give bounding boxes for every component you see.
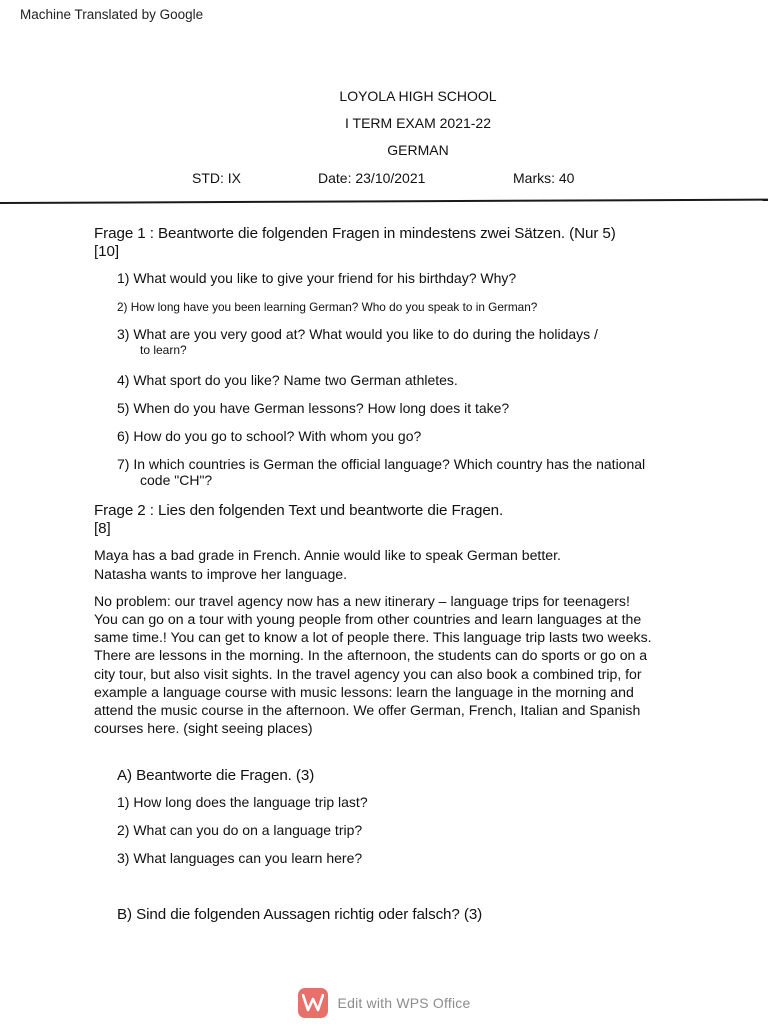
frage1-question-3: 3) What are you very good at? What would you like to do during the holidays / [117,326,598,342]
part-a-question-2: 2) What can you do on a language trip? [117,822,363,838]
frage1-title: Frage 1 : Beantworte die folgenden Fragen in mindestens zwei Sätzen. (Nur 5) [94,225,616,242]
wps-logo-icon [298,988,328,1018]
wps-edit-text: Edit with WPS Office [337,995,471,1011]
frage1-question-1: 1) What would you like to give your friend for his birthday? Why? [117,270,517,286]
std-label: STD: IX [192,170,242,186]
frage1-question-7-cont: code "CH"? [140,472,213,488]
intro-line-2: Natasha wants to improve her language. [94,566,348,582]
frage1-question-4: 4) What sport do you like? Name two German athletes. [117,372,458,388]
passage-line-8: courses here. (sight seeing places) [94,720,313,736]
frage2-title: Frage 2 : Lies den folgenden Text und beantworte die Fragen. [94,502,504,519]
passage-line-1: No problem: our travel agency now has a new itinerary – language trips for teenagers! [94,593,630,609]
exam-title: I TERM EXAM 2021-22 [344,115,492,131]
frage1-marks: [10] [94,243,119,260]
marks-label: Marks: 40 [513,170,575,186]
frage1-question-2: 2) How long have you been learning German? Who do you speak to in German? [117,300,538,314]
passage-line-6: example a language course with music lessons: learn the language in the morning and [94,684,634,700]
part-a-title: A) Beantworte die Fragen. (3) [117,767,315,784]
machine-translated-label: Machine Translated by Google [20,7,204,22]
frage1-question-6: 6) How do you go to school? With whom you go? [117,428,422,444]
wps-watermark [0,988,768,1018]
passage-line-7: attend the music course in the afternoon. We offer German, French, Italian and Spanish [94,702,641,718]
frage1-question-5: 5) When do you have German lessons? How long does it take? [117,400,510,416]
passage-line-4: There are lessons in the morning. In the afternoon, the students can do sports or go on a [94,647,648,663]
frage2-marks: [8] [94,520,111,537]
passage-line-5: city tour, but also visit sights. In the travel agency you can also book a combined trip, for [94,666,642,682]
subject-title: GERMAN [387,142,449,158]
frage1-question-3-cont: to learn? [140,343,187,357]
frage1-question-7: 7) In which countries is German the official language? Which country has the national [117,456,646,472]
header-divider [0,199,768,204]
part-a-question-1: 1) How long does the language trip last? [117,794,368,810]
part-a-question-3: 3) What languages can you learn here? [117,850,363,866]
date-label: Date: 23/10/2021 [318,170,426,186]
part-b-title: B) Sind die folgenden Aussagen richtig oder falsch? (3) [117,906,483,923]
school-name: LOYOLA HIGH SCHOOL [339,88,497,104]
intro-line-1: Maya has a bad grade in French. Annie would like to speak German better. [94,547,561,563]
passage-line-2: You can go on a tour with young people from other countries and learn languages at the [94,611,642,627]
passage-line-3: same time.! You can get to know a lot of people there. This language trip lasts two weeks. [94,629,652,645]
